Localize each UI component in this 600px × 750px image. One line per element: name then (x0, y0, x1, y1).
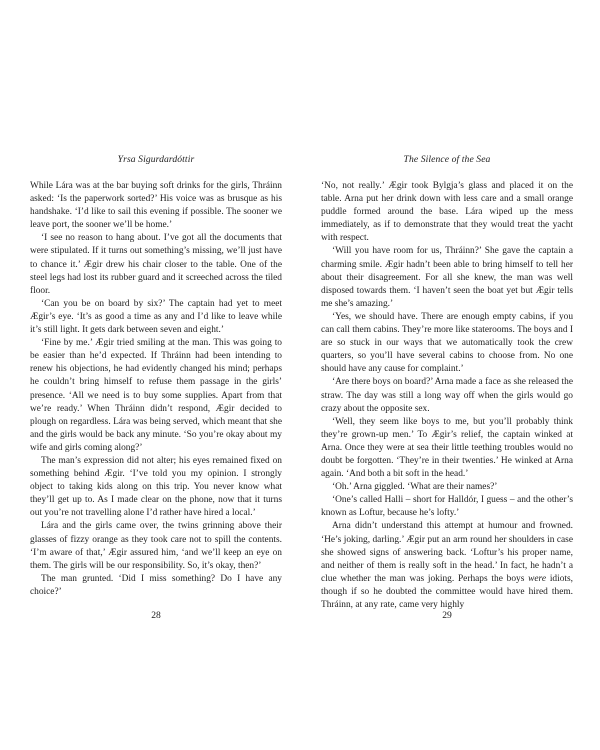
right-page (321, 154, 573, 634)
paragraph: ‘No, not really.’ Ægir took Bylgja’s glass and placed it on the table. Arna put her drink down with less care and a small orange puddle formed around the base. Lára wiped up the mess immediately, as if to demonstrate that they would treat the yacht with respect. (321, 181, 573, 244)
paragraph (321, 520, 573, 612)
running-head-title: The Silence of the Sea (403, 154, 491, 165)
paragraph: ‘Can you be on board by six?’ The captain had yet to meet Ægir’s eye. ‘It’s as good a time as any and I’d like to leave while it’s still light. It gets dark between seven and eight.’ (30, 298, 282, 336)
paragraph: The man grunted. ‘Did I miss something? Do I have any choice?’ (30, 573, 282, 597)
page-number-right: 29 (442, 610, 452, 621)
paragraph: The man’s expression did not alter; his eyes remained fixed on something behind Ægir. ‘I’ve told you my opinion. I strongly object to taking kids along on this trip. You never know what they’ll get up to. As I made clear on the phone, now that it turns out you’re not travelling alone I’d rather have hired a local.’ (30, 455, 282, 519)
running-head-author: Yrsa Sigurdardóttir (117, 154, 195, 165)
paragraph-text: Arna didn’t understand this attempt at humour and frowned. ‘He’s joking, darling.’ Ægir put an arm round her shoulders in case she showed signs of answering back. ‘Loftur’s his proper name, and neither of them is really soft in the head.’ In fact, he hadn’t a clue whether the man was joking. Perhaps the boys (321, 521, 573, 584)
paragraph-text: idiots, though if so he doubted the committee would have hired them. Thráinn, at any rate, came very highly (321, 573, 573, 610)
page-number-left: 28 (151, 610, 161, 621)
paragraph: ‘Yes, we should have. There are enough empty cabins, if you can call them cabins. They’re more like staterooms. The boys and I are so stuck in our ways that we automatically took the crew quarters, so you’ll have several cabins to choose from. No one should have any cause for complaint.’ (321, 311, 573, 375)
emphasis-text: were (528, 573, 547, 584)
paragraph: ‘Well, they seem like boys to me, but you’ll probably think they’re grown-up men.’ To Ægir’s relief, the captain winked at Arna. Once they were at sea their little teething troubles would no doubt be forgotten. ‘They’re in their twenties.’ He winked at Arna again. ‘And both a bit soft in the head.’ (321, 416, 573, 480)
paragraph: ‘Will you have room for us, Thráinn?’ She gave the captain a charming smile. Ægir hadn’t been able to bring himself to tell her about their disagreement. For all she knew, the man was well disposed towards them. ‘I haven’t seen the boat yet but Ægir tells me she’s amazing.’ (321, 246, 573, 309)
left-page (30, 154, 282, 634)
paragraph: ‘Fine by me.’ Ægir tried smiling at the man. This was going to be easier than he’d expected. If Thráinn had been intending to renew his objections, he had evidently changed his mind; perhaps he couldn’t bring himself to refuse them passage in the girls’ presence. ‘All we need is to buy some supplies. Apart from that we’re ready.’ When Thráinn didn’t respond, Ægir decided to plough on regardless. Lára was being served, which meant that she and the girls would be back any minute. ‘So you’re okay about my wife and girls coming along?’ (30, 338, 282, 453)
paragraph: Lára and the girls came over, the twins grinning above their glasses of fizzy orange as they took care not to spill the contents. ‘I’m aware of that,’ Ægir assured him, ‘and we’ll keep an eye on them. The girls will be our responsibility. So, it’s okay, then?’ (30, 521, 282, 571)
paragraph: ‘Oh.’ Arna giggled. ‘What are their names?’ (332, 482, 498, 493)
paragraph: While Lára was at the bar buying soft drinks for the girls, Thráinn asked: ‘Is the paperwork sorted?’ His voice was as brusque as his handshake. ‘I’d like to sail this evening if possible. The sooner we leave port, the sooner we’ll be home.’ (30, 181, 282, 231)
paragraph: ‘Are there boys on board?’ Arna made a face as she released the straw. The day was still a long way off when the girls would go crazy about the opposite sex. (321, 377, 573, 414)
paragraph: ‘One’s called Halli – short for Halldór, I guess – and the other’s known as Loftur, because he’s lofty.’ (321, 495, 573, 519)
paragraph: ‘I see no reason to hang about. I’ve got all the documents that were stipulated. If it turns out something’s missing, we’ll just have to chance it.’ Ægir drew his chair closer to the table. One of the steel legs had lost its rubber guard and it screeched across the tiled floor. (30, 233, 282, 296)
